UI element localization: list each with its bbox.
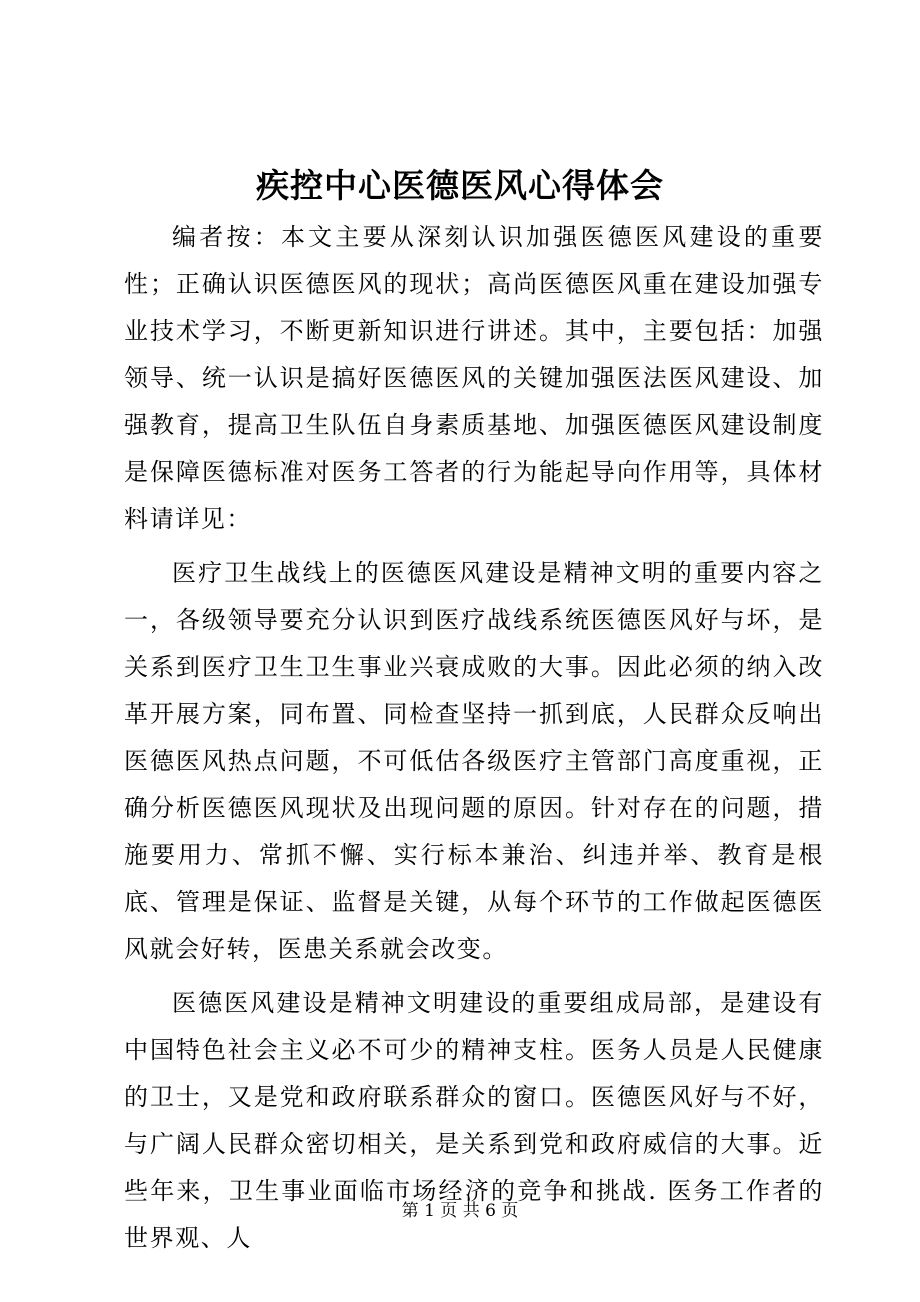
- paragraph-editor-note: 编者按：本文主要从深刻认识加强医德医风建设的重要性；正确认识医德医风的现状；高尚医德医风重在建设加强专业技术学习，不断更新知识进行讲述。其中，主要包括：加强领导、统一认识是搞好医德医风的关键加强医法医风建设、加强教育，提高卫生队伍自身素质基地、加强医德医风建设制度是保障医德标准对医务工答者的行为能起导向作用等，具体材料请详见：: [124, 223, 824, 533]
- paragraph-medical-ethics-importance: 医疗卫生战线上的医德医风建设是精神文明的重要内容之一，各级领导要充分认识到医疗战线系统医德医风好与坏，是关系到医疗卫生卫生事业兴衰成败的大事。因此必须的纳入改革开展方案，同布置、同检查坚持一抓到底，人民群众反响出医德医风热点问题，不可低估各级医疗主管部门高度重视，正确分析医德医风现状及出现问题的原因。针对存在的问题，措施要用力、常抓不懈、实行标本兼治、纠违并举、教育是根底、管理是保证、监督是关键，从每个环节的工作做起医德医风就会好转，医患关系就会改变。: [124, 559, 824, 963]
- document-title: 疾控中心医德医风心得体会: [256, 166, 664, 205]
- paragraph-spiritual-civilization: 医德医风建设是精神文明建设的重要组成局部，是建设有中国特色社会主义必不可少的精神支柱。医务人员是人民健康的卫士，又是党和政府联系群众的窗口。医德医风好与不好，与广阔人民群众密切相关，是关系到党和政府威信的大事。近些年来，卫生事业面临市场经济的竞争和挑战. 医务工作者的世界观、人: [124, 989, 824, 1252]
- document-body: [124, 214, 824, 1262]
- page-number: 第 1 页 共 6 页: [401, 1201, 519, 1221]
